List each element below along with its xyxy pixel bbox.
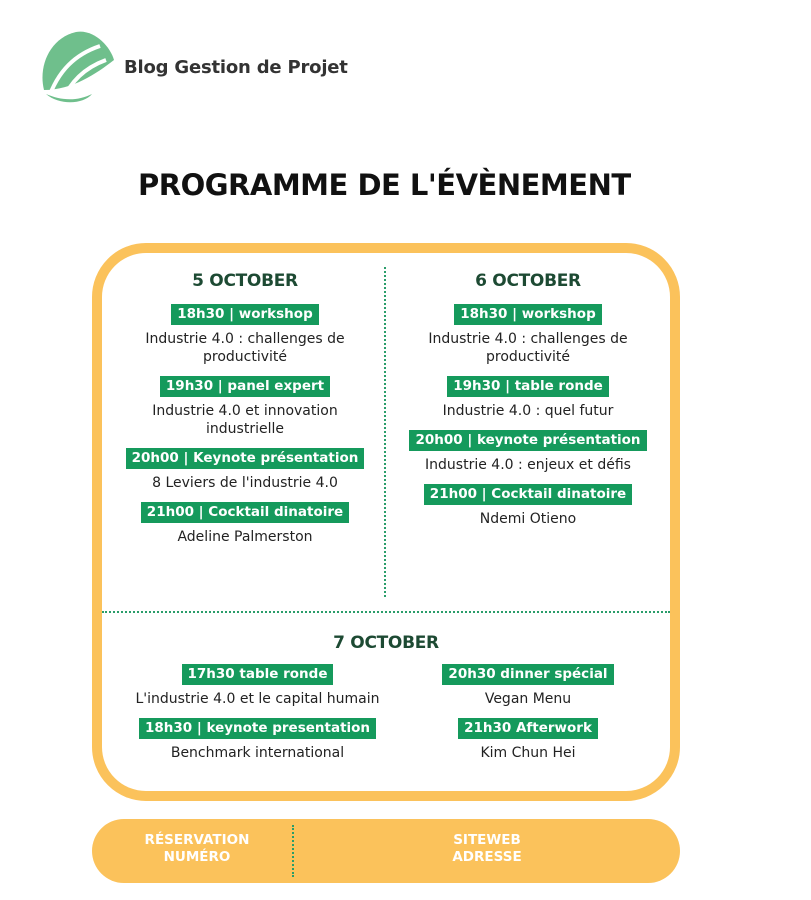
page-title: PROGRAMME DE L'ÉVÈNEMENT (138, 168, 631, 202)
event-item (120, 501, 370, 546)
website-line-2: ADRESSE (452, 849, 522, 865)
event-description: Industrie 4.0 : challenges de productivité (145, 331, 345, 365)
event-description: L'industrie 4.0 et le capital humain (135, 691, 380, 707)
reservation-line-2: NUMÉRO (163, 849, 231, 865)
website-label (402, 832, 572, 866)
contact-bar (92, 819, 680, 883)
event-time-badge: 21h00 | Cocktail dinatoire (424, 484, 632, 505)
event-description: Benchmark international (170, 745, 345, 761)
event-description: Industrie 4.0 et innovation industrielle (152, 403, 338, 437)
event-item (398, 717, 658, 762)
event-time-badge: 17h30 table ronde (182, 664, 334, 685)
event-time-badge: 19h30 | panel expert (160, 376, 330, 397)
event-time-badge: 21h00 | Cocktail dinatoire (141, 502, 349, 523)
event-item (120, 375, 370, 438)
day-title: 7 OCTOBER (333, 633, 439, 653)
day-column-1 (120, 271, 370, 555)
event-item (398, 429, 658, 474)
program-box (92, 243, 680, 801)
brand-logo (36, 30, 348, 104)
event-description: 8 Leviers de l'industrie 4.0 (152, 475, 338, 491)
event-time-badge: 18h30 | workshop (454, 304, 601, 325)
event-item (398, 303, 658, 366)
day-title: 6 OCTOBER (475, 271, 581, 291)
day-3-column-right (398, 663, 658, 771)
event-time-badge: 20h00 | Keynote présentation (126, 448, 365, 469)
event-item (120, 717, 395, 762)
event-time-badge: 18h30 | workshop (171, 304, 318, 325)
event-item (120, 663, 395, 708)
website-line-1: SITEWEB (453, 832, 521, 848)
event-time-badge: 18h30 | keynote presentation (139, 718, 376, 739)
event-time-badge: 21h30 Afterwork (458, 718, 598, 739)
bar-divider (292, 825, 294, 877)
event-item (398, 483, 658, 528)
event-item (120, 447, 370, 492)
reservation-line-1: RÉSERVATION (144, 832, 250, 848)
event-description: Adeline Palmerston (177, 529, 313, 545)
horizontal-divider (102, 611, 670, 613)
day-column-2 (398, 271, 658, 537)
leaf-arc-icon (36, 30, 116, 104)
day-3-column-left (120, 663, 395, 771)
event-description: Kim Chun Hei (480, 745, 576, 761)
event-description: Industrie 4.0 : challenges de productivité (428, 331, 628, 365)
event-description: Industrie 4.0 : enjeux et défis (425, 457, 631, 473)
event-time-badge: 20h30 dinner spécial (442, 664, 613, 685)
day-title: 5 OCTOBER (192, 271, 298, 291)
event-item (120, 303, 370, 366)
reservation-label (112, 832, 282, 866)
event-description: Industrie 4.0 : quel futur (442, 403, 614, 419)
brand-name: Blog Gestion de Projet (124, 56, 348, 78)
vertical-divider (384, 267, 386, 597)
event-item (398, 663, 658, 708)
event-time-badge: 20h00 | keynote présentation (409, 430, 646, 451)
event-description: Ndemi Otieno (479, 511, 577, 527)
event-description: Vegan Menu (484, 691, 572, 707)
event-item (398, 375, 658, 420)
event-time-badge: 19h30 | table ronde (447, 376, 609, 397)
